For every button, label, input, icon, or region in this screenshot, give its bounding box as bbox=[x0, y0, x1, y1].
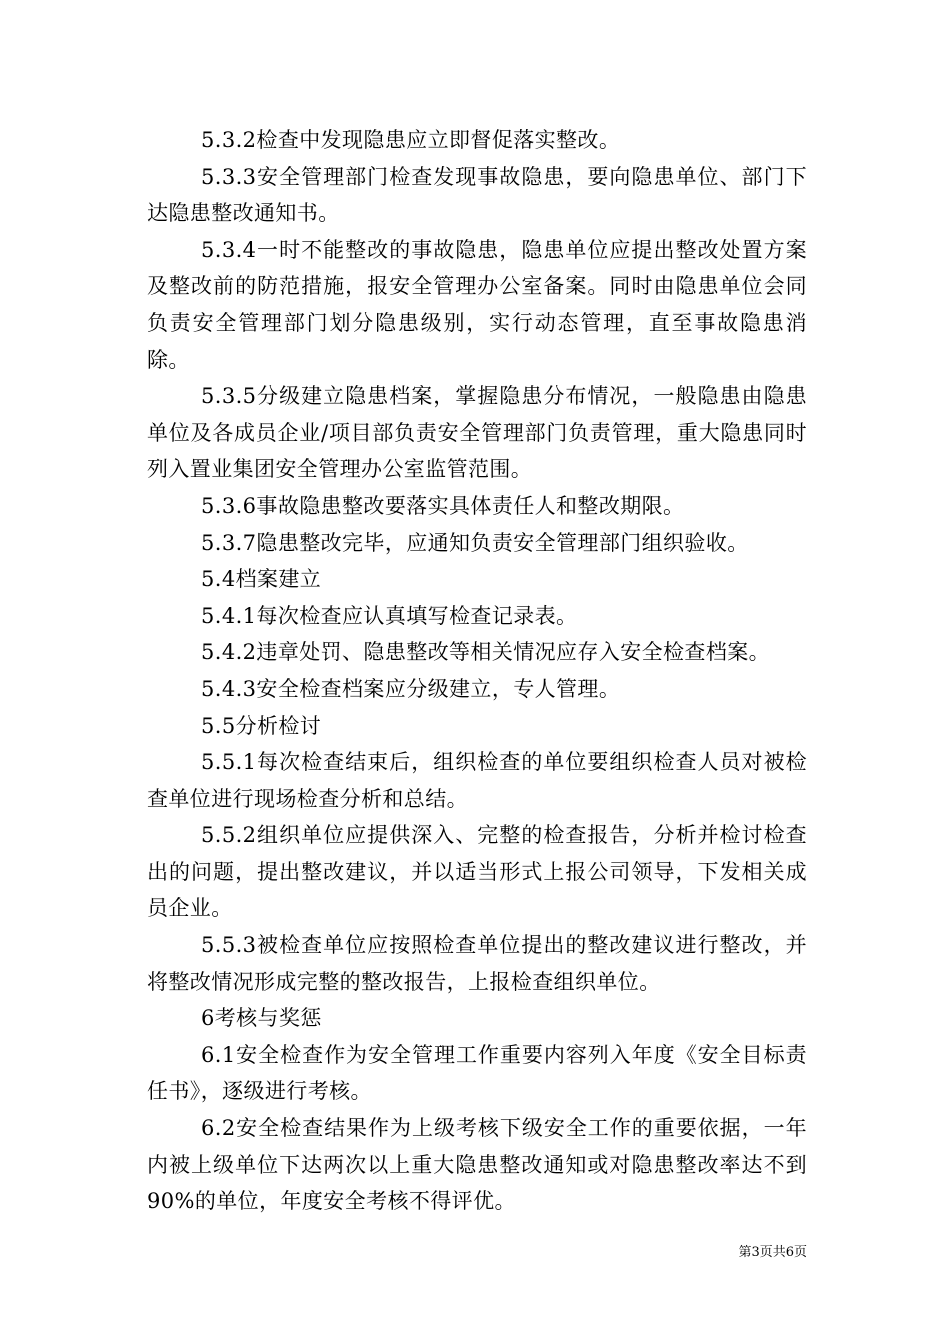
heading-5-5: 5.5分析检讨 bbox=[201, 713, 322, 738]
paragraph-5-3-7: 5.3.7隐患整改完毕，应通知负责安全管理部门组织验收。 bbox=[201, 530, 749, 555]
paragraph-5-3-2: 5.3.2检查中发现隐患应立即督促落实整改。 bbox=[201, 128, 621, 152]
paragraph-5-5-2: 5.5.2组织单位应提供深入、完整的检查报告，分析并检讨检查出的问题，提出整改建议，并以适当形式上报公司领导，下发相关成员企业。 bbox=[147, 823, 807, 921]
heading-6: 6考核与奖惩 bbox=[201, 1006, 322, 1031]
paragraph-5-3-3: 5.3.3安全管理部门检查发现事故隐患，要向隐患单位、部门下达隐患整改通知书。 bbox=[147, 164, 807, 226]
paragraph-6-2: 6.2安全检查结果作为上级考核下级安全工作的重要依据，一年内被上级单位下达两次以上重大隐患整改通知或对隐患整改率达不到90%的单位，年度安全考核不得评优。 bbox=[147, 1116, 807, 1214]
paragraph-5-5-3: 5.5.3被检查单位应按照检查单位提出的整改建议进行整改，并将整改情况形成完整的整改报告，上报检查组织单位。 bbox=[147, 933, 807, 994]
page-number-footer: 第3页共6页 bbox=[738, 1245, 807, 1260]
paragraph-5-5-1: 5.5.1每次检查结束后，组织检查的单位要组织检查人员对被检查单位进行现场检查分析和总结。 bbox=[147, 750, 807, 811]
heading-5-4: 5.4档案建立 bbox=[201, 567, 322, 592]
paragraph-5-3-5: 5.3.5分级建立隐患档案，掌握隐患分布情况，一般隐患由隐患单位及各成员企业/项目部负责安全管理部门负责管理，重大隐患同时列入置业集团安全管理办公室监管范围。 bbox=[147, 384, 807, 482]
paragraph-6-1: 6.1安全检查作为安全管理工作重要内容列入年度《安全目标责任书》，逐级进行考核。 bbox=[147, 1042, 807, 1104]
document-body bbox=[147, 122, 807, 1220]
paragraph-5-4-3: 5.4.3安全检查档案应分级建立，专人管理。 bbox=[201, 676, 621, 701]
paragraph-5-4-1: 5.4.1每次检查应认真填写检查记录表。 bbox=[201, 603, 578, 628]
paragraph-5-4-2: 5.4.2违章处罚、隐患整改等相关情况应存入安全检查档案。 bbox=[201, 640, 771, 665]
paragraph-5-3-6: 5.3.6事故隐患整改要落实具体责任人和整改期限。 bbox=[201, 493, 685, 518]
paragraph-5-3-4: 5.3.4一时不能整改的事故隐患，隐患单位应提出整改处置方案及整改前的防范措施，报安全管理办公室备案。同时由隐患单位会同负责安全管理部门划分隐患级别，实行动态管理，直至事故隐患消除。 bbox=[147, 237, 807, 372]
